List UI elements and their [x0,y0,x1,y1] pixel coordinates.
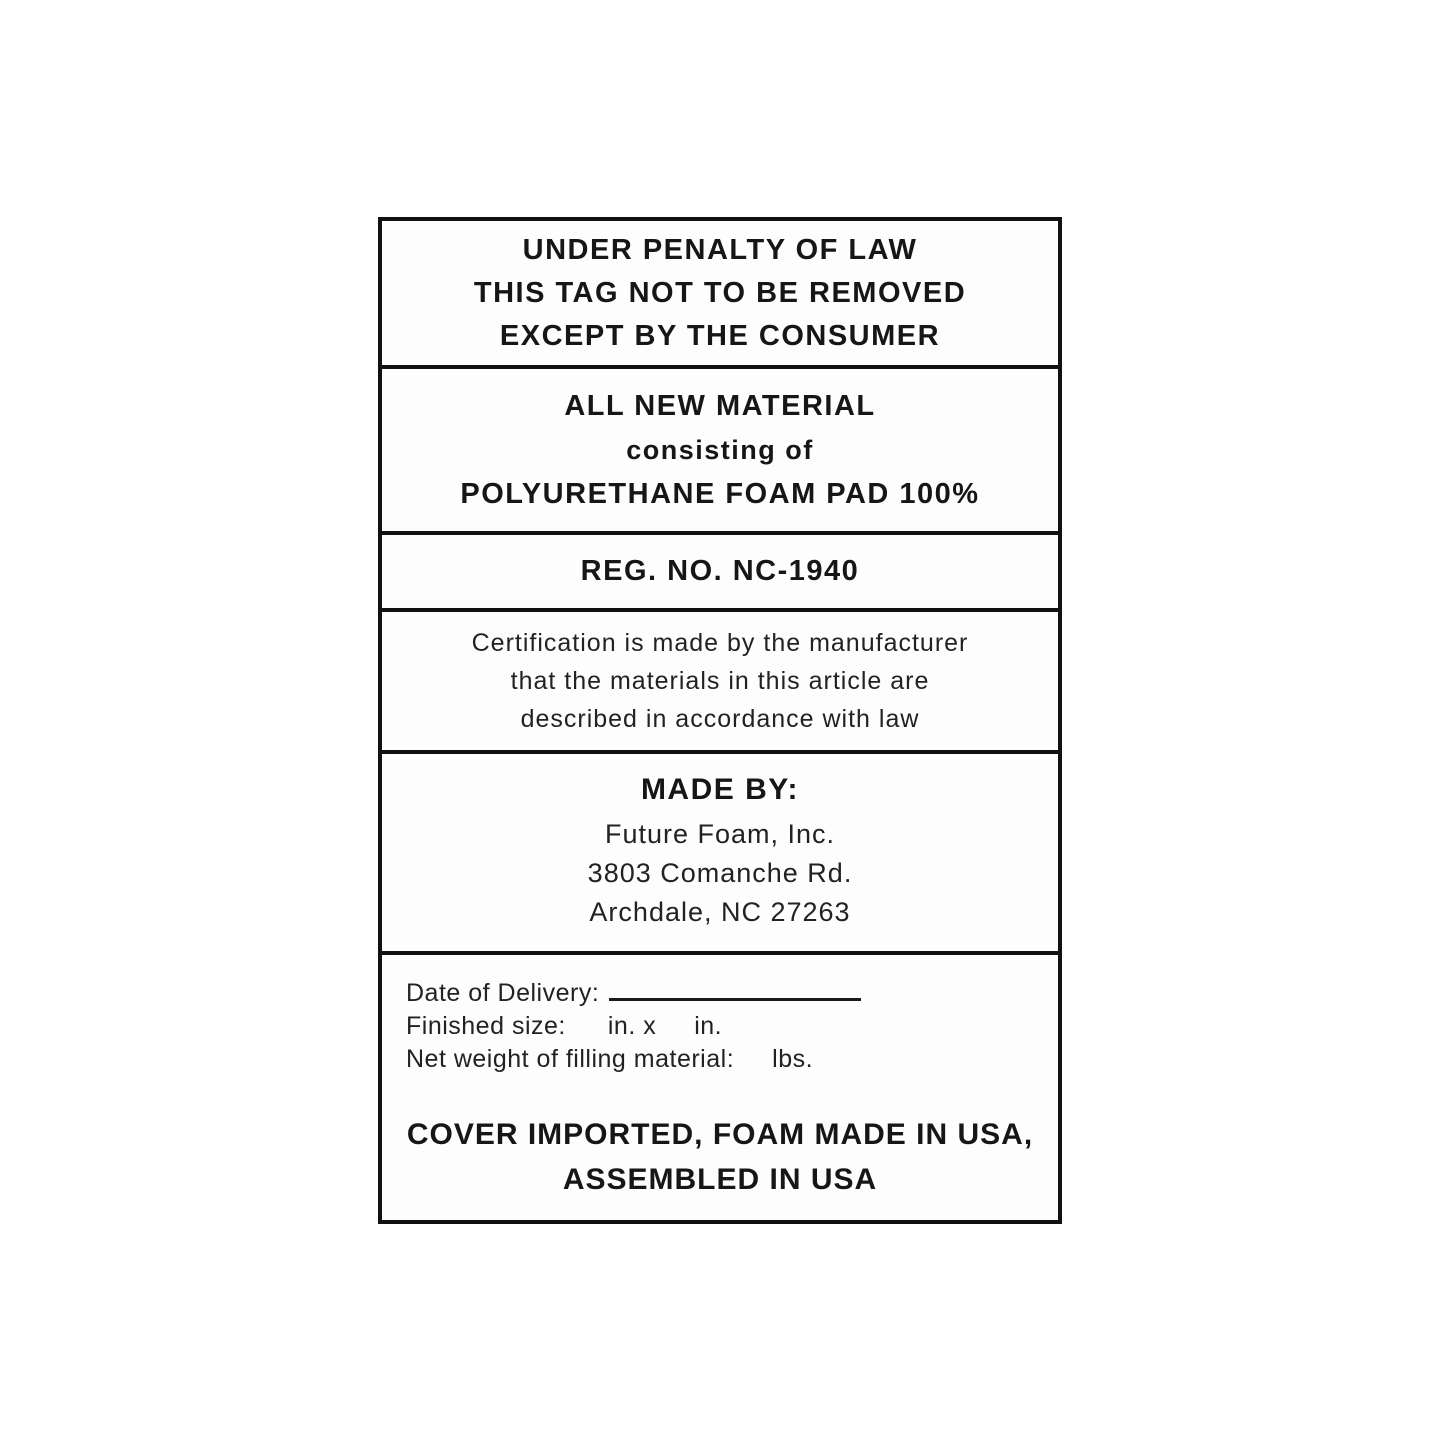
made-by-address-1: 3803 Comanche Rd. [587,858,853,888]
details-section [382,955,1058,1220]
certification-line-3: described in accordance with law [520,705,920,733]
penalty-line-1: UNDER PENALTY OF LAW [522,233,918,266]
finished-size-label: Finished size: [406,1012,566,1040]
origin-line-2: ASSEMBLED IN USA [562,1163,878,1196]
made-by-heading: MADE BY: [640,773,800,806]
finished-size-unit-1: in. x [607,1012,657,1040]
net-weight-unit: lbs. [772,1045,814,1073]
finished-size-unit-2: in. [694,1012,723,1040]
date-of-delivery-blank [609,978,861,1001]
made-by-address-2: Archdale, NC 27263 [589,897,851,927]
penalty-line-3: EXCEPT BY THE CONSUMER [499,319,941,352]
date-of-delivery-label: Date of Delivery: [406,979,600,1007]
material-line-2: consisting of [626,435,814,465]
material-line-1: ALL NEW MATERIAL [564,390,876,422]
penalty-line-2: THIS TAG NOT TO BE REMOVED [473,276,967,309]
material-section [382,369,1058,535]
made-by-company: Future Foam, Inc. [604,819,836,849]
date-of-delivery-line [406,977,1058,1010]
finished-size-line [406,1010,1058,1043]
made-by-section [382,754,1058,955]
certification-line-1: Certification is made by the manufacturer [471,629,969,657]
net-weight-label: Net weight of filling material: [406,1045,735,1073]
origin-statement-block [382,1112,1058,1220]
reg-no-text: REG. NO. NC-1940 [580,555,860,587]
origin-line-1: COVER IMPORTED, FOAM MADE IN USA, [406,1118,1034,1151]
net-weight-line [406,1043,1058,1076]
penalty-section [382,221,1058,369]
law-label-tag [378,217,1062,1224]
certification-section [382,612,1058,754]
certification-line-2: that the materials in this article are [510,667,930,695]
material-line-3: POLYURETHANE FOAM PAD 100% [460,478,980,510]
fill-in-details-block [382,955,1058,1076]
reg-no-section [382,535,1058,612]
